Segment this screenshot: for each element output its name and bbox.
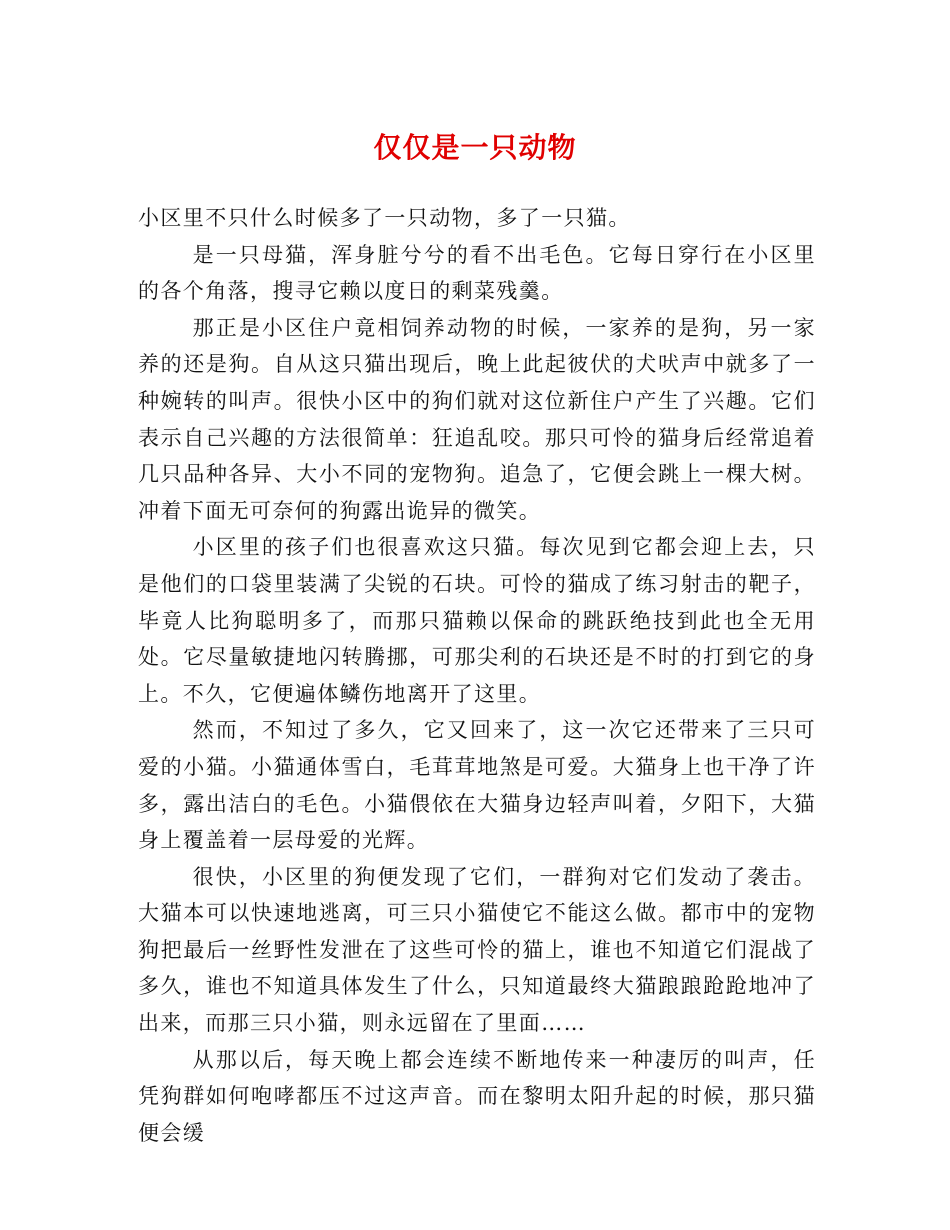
paragraph-5: 然而，不知过了多久，它又回来了，这一次它还带来了三只可爱的小猫。小猫通体雪白，毛茸茸地煞是可爱。大猫身上也干净了许多，露出洁白的毛色。小猫偎依在大猫身边轻声叫着，夕阳下，大猫身上覆盖着一层母爱的光辉。 bbox=[138, 718, 816, 853]
paragraph-4: 小区里的孩子们也很喜欢这只猫。每次见到它都会迎上去，只是他们的口袋里装满了尖锐的石块。可怜的猫成了练习射击的靶子，毕竟人比狗聪明多了，而那只猫赖以保命的跳跃绝技到此也全无用处。它尽量敏捷地闪转腾挪，可那尖利的石块还是不时的打到它的身上。不久，它便遍体鳞伤地离开了这里。 bbox=[138, 535, 816, 706]
paragraph-3: 那正是小区住户竟相饲养动物的时候，一家养的是狗，另一家养的还是狗。自从这只猫出现后，晚上此起彼伏的犬吠声中就多了一种婉转的叫声。很快小区中的狗们就对这位新住户产生了兴趣。它们表示自己兴趣的方法很简单：狂追乱咬。那只可怜的猫身后经常追着几只品种各异、大小不同的宠物狗。追急了，它便会跳上一棵大树。冲着下面无可奈何的狗露出诡异的微笑。 bbox=[138, 315, 816, 523]
paragraph-6: 很快，小区里的狗便发现了它们，一群狗对它们发动了袭击。大猫本可以快速地逃离，可三只小猫使它不能这么做。都市中的宠物狗把最后一丝野性发泄在了这些可怜的猫上，谁也不知道它们混战了多久，谁也不知道具体发生了什么，只知道最终大猫踉踉跄跄地冲了出来，而那三只小猫，则永远留在了里面…… bbox=[138, 864, 816, 1036]
paragraph-1: 小区里不只什么时候多了一只动物，多了一只猫。 bbox=[138, 206, 631, 230]
paragraph-7: 从那以后，每天晚上都会连续不断地传来一种凄厉的叫声，任凭狗群如何咆哮都压不过这声音。而在黎明太阳升起的时候，那只猫便会缓 bbox=[138, 1047, 816, 1145]
document-title: 仅仅是一只动物 bbox=[373, 131, 577, 164]
paragraph-2: 是一只母猫，浑身脏兮兮的看不出毛色。它每日穿行在小区里的各个角落，搜寻它赖以度日的剩菜残羹。 bbox=[138, 242, 816, 304]
document-body bbox=[138, 200, 816, 1151]
